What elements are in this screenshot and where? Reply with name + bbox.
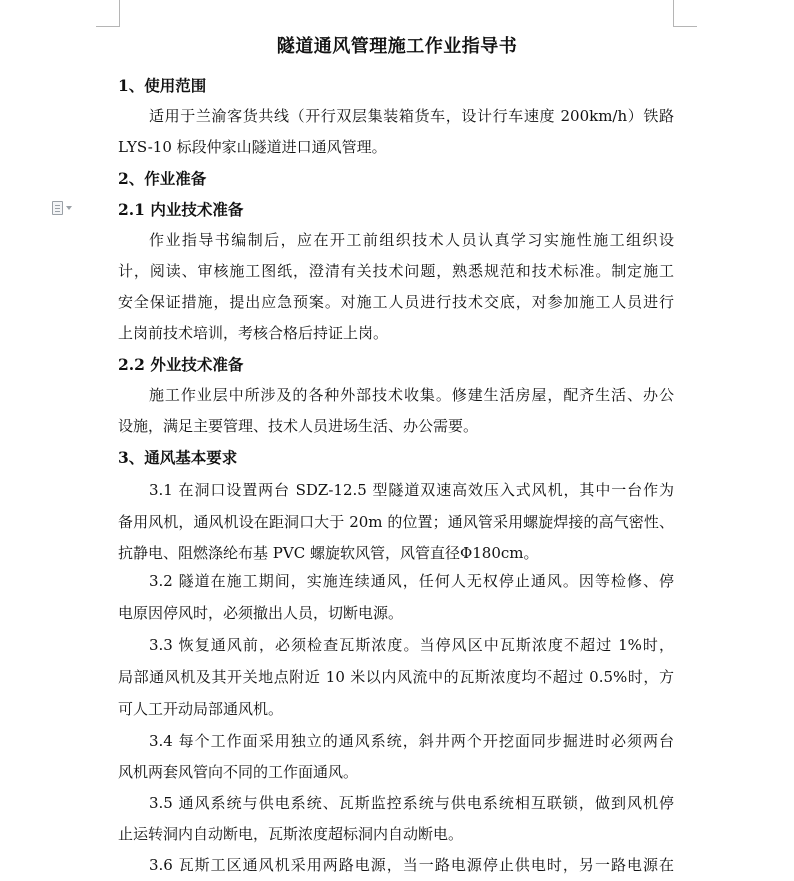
paragraph-options-button[interactable]: [52, 199, 82, 217]
document-icon: [52, 201, 63, 215]
body-line: 3.6 瓦斯工区通风机采用两路电源，当一路电源停止供电时，另一路电源在: [149, 856, 674, 874]
body-line: 3.4 每个工作面采用独立的通风系统，斜井两个开挖面同步掘进时必须两台: [149, 732, 674, 750]
body-line: 3.5 通风系统与供电系统、瓦斯监控系统与供电系统相互联锁，做到风机停: [149, 794, 674, 812]
page-crop-mark-top-left: [96, 0, 120, 27]
body-line: 适用于兰渝客货共线（开行双层集装箱货车，设计行车速度 200km/h）铁路: [149, 107, 674, 125]
body-line: 风机两套风管向不同的工作面通风。: [118, 763, 359, 781]
body-line: 可人工开动局部通风机。: [118, 700, 284, 718]
body-line: 计，阅读、审核施工图纸，澄清有关技术问题，熟悉规范和技术标准。制定施工: [118, 262, 674, 280]
subsection-heading: 2.2 外业技术准备: [118, 355, 244, 374]
section-heading: 1、使用范围: [118, 76, 207, 95]
document-title: 隧道通风管理施工作业指导书: [276, 36, 518, 57]
body-line: 作业指导书编制后，应在开工前组织技术人员认真学习实施性施工组织设: [149, 231, 674, 249]
body-line: 电原因停风时，必须撤出人员，切断电源。: [118, 604, 404, 622]
page-crop-mark-top-right: [673, 0, 697, 27]
body-line: 上岗前技术培训，考核合格后持证上岗。: [118, 324, 389, 342]
body-line: 局部通风机及其开关地点附近 10 米以内风流中的瓦斯浓度均不超过 0.5%时，方: [118, 668, 674, 686]
body-line: 3.1 在洞口设置两台 SDZ-12.5 型隧道双速高效压入式风机，其中一台作为: [149, 481, 674, 499]
body-line: 设施，满足主要管理、技术人员进场生活、办公需要。: [118, 417, 479, 435]
body-line: 安全保证措施，提出应急预案。对施工人员进行技术交底，对参加施工人员进行: [118, 293, 674, 311]
section-heading: 2、作业准备: [118, 169, 207, 188]
body-line: 抗静电、阻燃涤纶布基 PVC 螺旋软风管，风管直径Φ180cm。: [118, 544, 539, 562]
body-line: 施工作业层中所涉及的各种外部技术收集。修建生活房屋，配齐生活、办公: [149, 386, 674, 404]
body-line: 备用风机，通风机设在距洞口大于 20m 的位置；通风管采用螺旋焊接的高气密性、: [118, 513, 674, 531]
body-line: LYS-10 标段仲家山隧道进口通风管理。: [118, 138, 387, 156]
subsection-heading: 2.1 内业技术准备: [118, 200, 244, 219]
caret-down-icon: [66, 206, 72, 210]
body-line: 止运转洞内自动断电，瓦斯浓度超标洞内自动断电。: [118, 825, 464, 843]
section-heading: 3、通风基本要求: [118, 448, 238, 467]
body-line: 3.3 恢复通风前，必须检查瓦斯浓度。当停风区中瓦斯浓度不超过 1%时，: [149, 636, 674, 654]
body-line: 3.2 隧道在施工期间，实施连续通风，任何人无权停止通风。因等检修、停: [149, 572, 674, 590]
